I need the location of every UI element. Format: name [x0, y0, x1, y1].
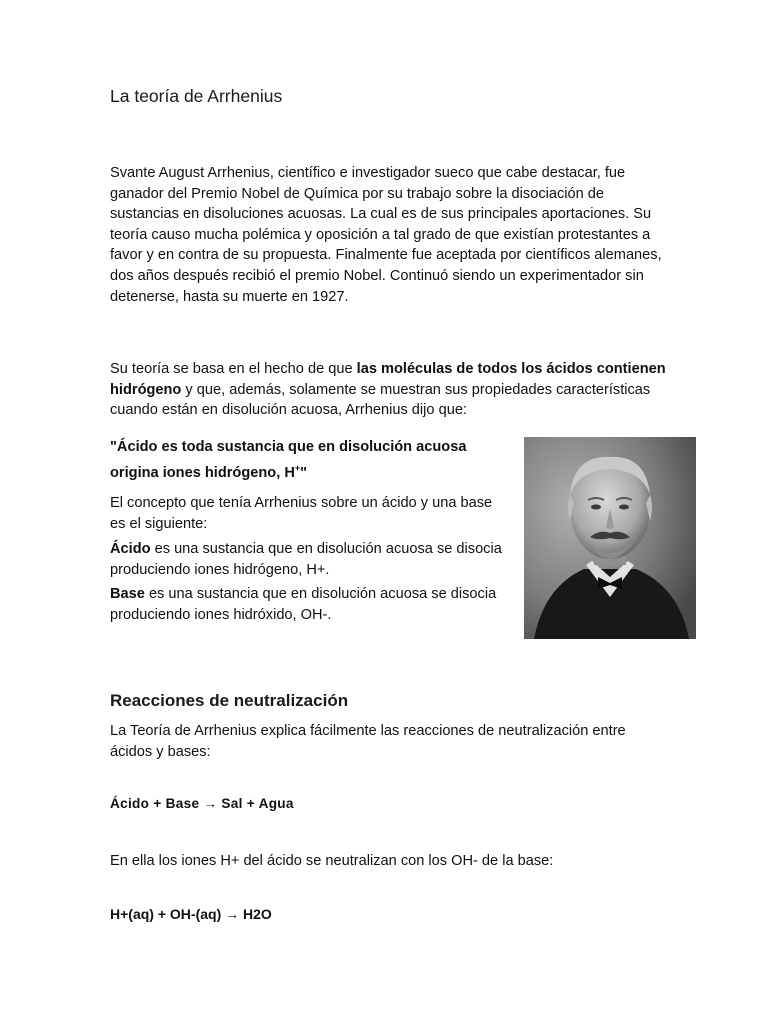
acid-definition-quote [110, 437, 510, 484]
theory-paragraph [110, 359, 670, 421]
quote-superscript: + [294, 463, 301, 473]
section-title: Reacciones de neutralización [110, 691, 349, 710]
theory-text-start: Su teoría se basa en el hecho de que [110, 361, 357, 377]
arrhenius-portrait-photo [524, 437, 696, 639]
neutralization-equation: Ácido + Base → Sal + Agua [110, 796, 294, 811]
ionic-equation: H+(aq) + OH-(aq) → H2O [110, 906, 272, 922]
quote-close: " [300, 464, 308, 481]
base-text: es una sustancia que en disolución acuosa se disocia produciendo iones hidróxido, OH-. [110, 586, 497, 623]
acid-label: Ácido [110, 541, 151, 557]
theory-text-end: y que, además, solamente se muestran sus propiedades características cuando están en disolución acuosa, Arrhenius dijo que: [110, 381, 651, 419]
neutralization-paragraph: La Teoría de Arrhenius explica fácilmente las reacciones de neutralización entre ácidos y bases: [110, 723, 626, 760]
acid-text: es una sustancia que en disolución acuosa se disocia produciendo iones hidrógeno, H+. [110, 541, 502, 578]
quote-text: "Ácido es toda sustancia que en disolución acuosa origina iones hidrógeno, H [110, 439, 467, 481]
base-label: Base [110, 586, 145, 602]
concept-paragraph: El concepto que tenía Arrhenius sobre un ácido y una base es el siguiente: [110, 495, 493, 532]
intro-paragraph: Svante August Arrhenius, científico e investigador sueco que cabe destacar, fue ganador del Premio Nobel de Química por su trabajo sobre la disociación de sustancias en disoluciones acuosas. La cual es de sus principales aportaciones. Su teoría causo mucha polémica y oposición a tal grado de que existían protestantes a favor y en contra de su propuesta. Finalmente fue aceptada por científicos alemanes, dos años después recibió el premio Nobel. Continuó siendo un experimentador sin detenerse, hasta su muerte en 1927. [110, 165, 662, 305]
page-title: La teoría de Arrhenius [110, 86, 283, 106]
ions-paragraph: En ella los iones H+ del ácido se neutralizan con los OH- de la base: [110, 853, 554, 869]
base-definition [110, 584, 510, 625]
acid-definition [110, 539, 510, 580]
theory-text-bold: las moléculas de todos los ácidos contienen hidrógeno [110, 361, 666, 398]
